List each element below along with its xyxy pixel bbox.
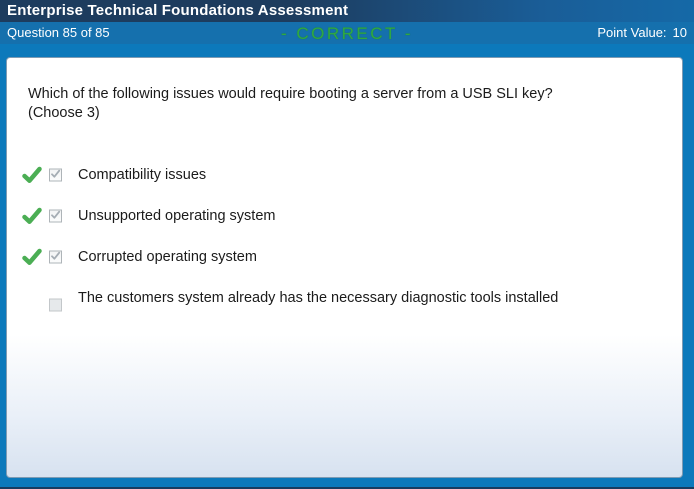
question-line-2: (Choose 3) [28,105,100,121]
app-title: Enterprise Technical Foundations Assessment [7,2,349,19]
option-row [7,277,682,318]
option-label: Compatibility issues [78,166,207,183]
question-panel [6,57,683,478]
option-label: The customers system already has the necessary diagnostic tools installed [78,289,559,306]
answer-checkbox[interactable] [49,209,62,222]
question-progress: Question 85 of 85 [7,25,110,40]
correct-check-icon [22,207,42,224]
correct-check-icon [22,248,42,265]
title-bar [0,0,694,22]
options-list [7,154,682,318]
gray-check-icon [50,252,61,262]
answer-checkbox[interactable] [49,250,62,263]
answer-checkbox[interactable] [49,298,62,311]
option-row [7,154,682,195]
status-bar [0,22,694,44]
option-row [7,195,682,236]
option-label: Unsupported operating system [78,207,276,224]
option-label: Corrupted operating system [78,248,257,265]
option-row [7,236,682,277]
question-line-1: Which of the following issues would require booting a server from a USB SLI key? [28,86,553,102]
point-value [597,22,687,44]
answer-checkbox[interactable] [49,168,62,181]
result-status-badge: - CORRECT - [280,24,413,43]
point-value-number: 10 [672,25,687,40]
question-text [28,85,662,123]
gray-check-icon [50,170,61,180]
point-value-label: Point Value: [597,25,667,40]
correct-check-icon [22,166,42,183]
gray-check-icon [50,211,61,221]
